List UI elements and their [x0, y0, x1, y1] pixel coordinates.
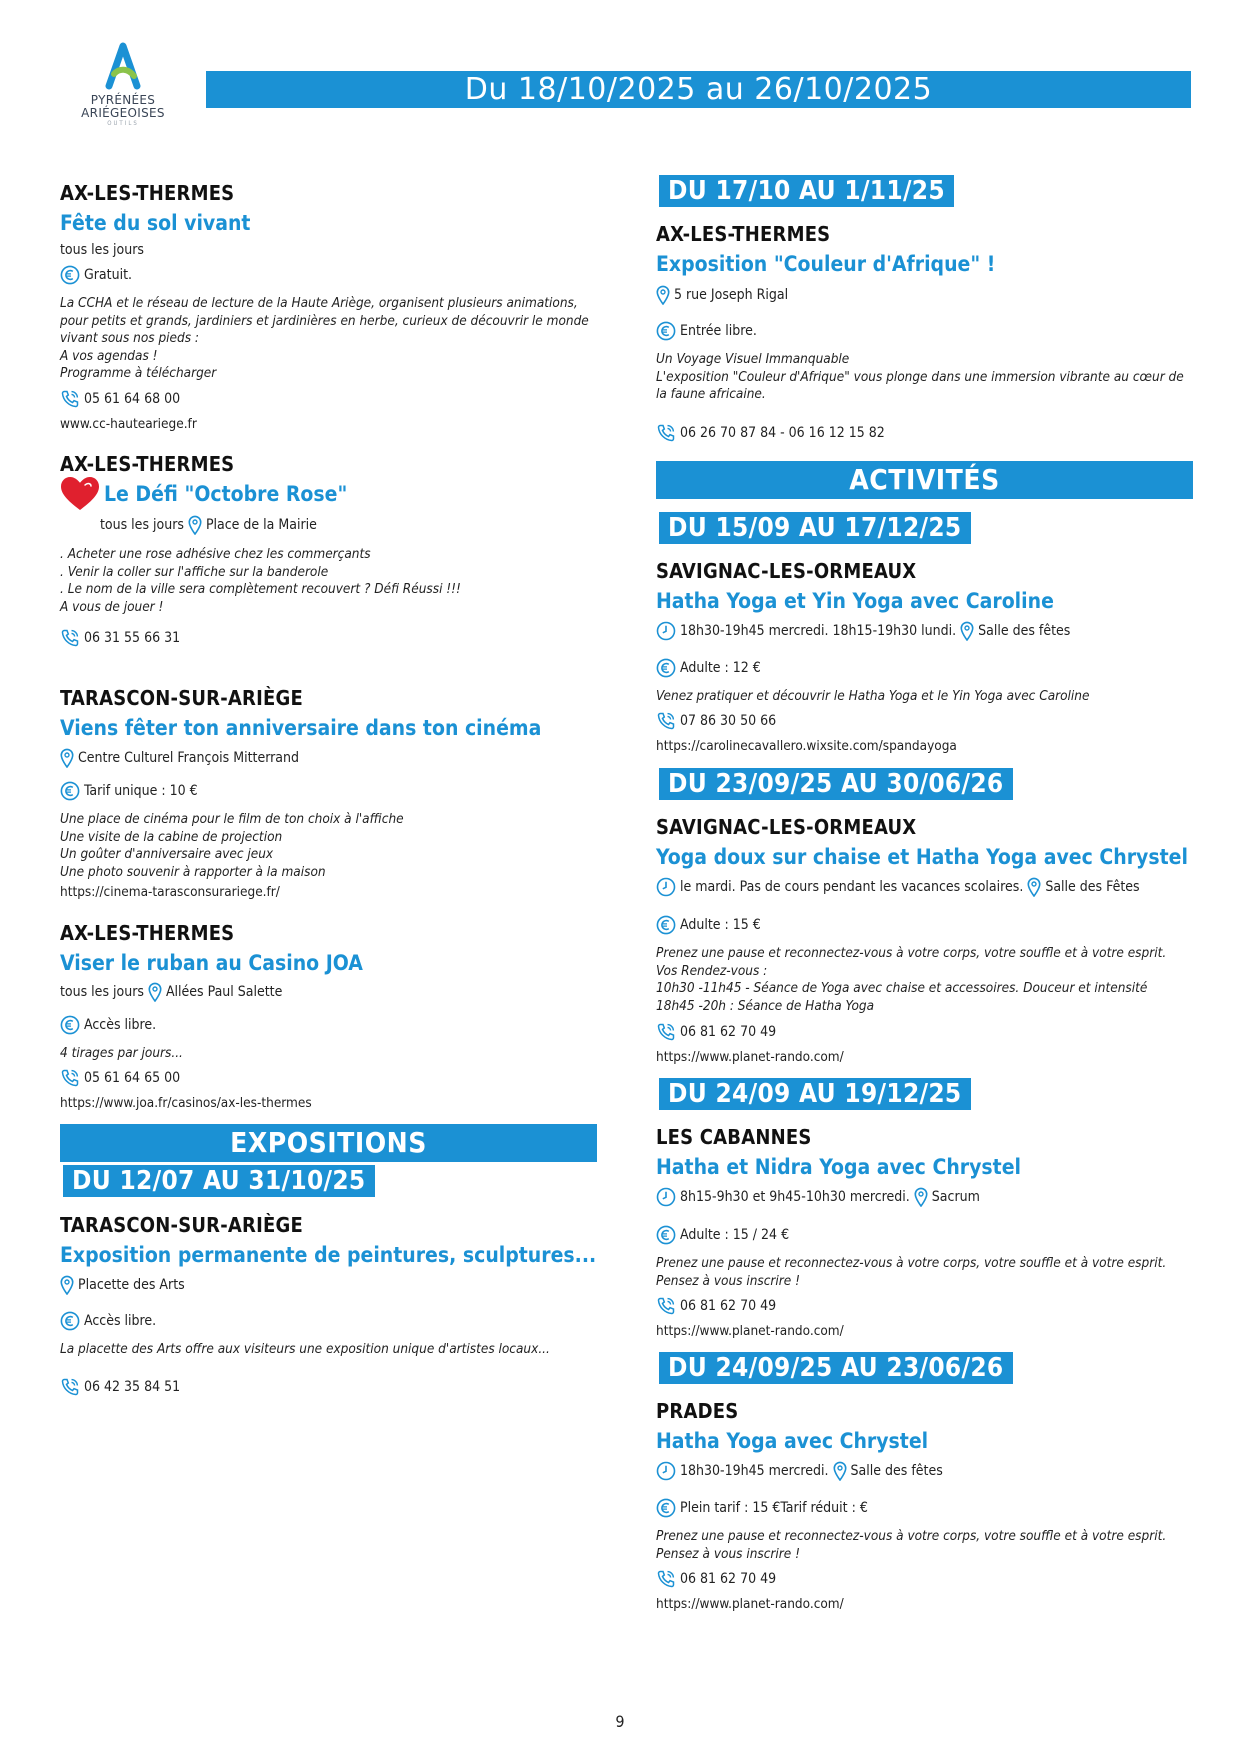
phone-icon: [60, 389, 80, 409]
logo-mark-icon: [103, 40, 143, 90]
event-town: AX-LES-THERMES: [60, 181, 235, 205]
clock-icon: [656, 621, 676, 641]
place-text: Salle des fêtes: [978, 623, 1071, 639]
phone-text[interactable]: 06 81 62 70 49: [680, 1024, 777, 1040]
euro-icon: [60, 1015, 80, 1035]
event-title[interactable]: Fête du sol vivant: [60, 211, 251, 235]
phone-icon: [656, 1569, 676, 1589]
time-text: le mardi. Pas de cours pendant les vacances scolaires.: [680, 879, 1024, 895]
phone-icon: [60, 628, 80, 648]
event-title[interactable]: Le Défi "Octobre Rose": [104, 482, 348, 506]
price-text: Accès libre.: [84, 1313, 157, 1329]
event-title[interactable]: Exposition permanente de peintures, sculptures...: [60, 1243, 597, 1267]
date-range-label: DU 15/09 AU 17/12/25: [659, 512, 971, 544]
place-text: Centre Culturel François Mitterrand: [78, 750, 299, 766]
event-time-place: [656, 1461, 943, 1481]
time-text: 18h30-19h45 mercredi. 18h15-19h30 lundi.: [680, 623, 957, 639]
event-url[interactable]: https://cinema-tarasconsurariege.fr/: [60, 884, 280, 900]
clock-icon: [656, 877, 676, 897]
location-pin-icon: [148, 982, 162, 1002]
brand-logo: [68, 40, 178, 127]
phone-icon: [60, 1377, 80, 1397]
euro-icon: [656, 321, 676, 341]
event-price: [656, 321, 757, 341]
price-text: Accès libre.: [84, 1017, 157, 1033]
page-number: 9: [615, 1712, 625, 1731]
event-place: [656, 285, 788, 305]
event-phone: [60, 1377, 180, 1397]
phone-icon: [656, 711, 676, 731]
logo-tagline: OUTILS: [107, 120, 139, 127]
event-description: Prenez une pause et reconnectez-vous à votre corps, votre souffle et à votre esprit. Pensez à vous inscrire !: [656, 1255, 1167, 1289]
event-town: AX-LES-THERMES: [60, 452, 235, 476]
location-pin-icon: [833, 1461, 847, 1481]
euro-icon: [656, 915, 676, 935]
location-pin-icon: [60, 748, 74, 768]
heart-icon: [60, 476, 100, 512]
date-range-label: DU 24/09 AU 19/12/25: [659, 1078, 971, 1110]
event-place: [60, 748, 299, 768]
event-town: TARASCON-SUR-ARIÈGE: [60, 686, 303, 710]
place-text: Salle des Fêtes: [1045, 879, 1140, 895]
event-title[interactable]: Viens fêter ton anniversaire dans ton cinéma: [60, 716, 542, 740]
place-text: Place de la Mairie: [205, 517, 317, 533]
price-text: Entrée libre.: [680, 323, 757, 339]
event-town: SAVIGNAC-LES-ORMEAUX: [656, 815, 917, 839]
event-title[interactable]: Yoga doux sur chaise et Hatha Yoga avec Chrystel: [656, 845, 1188, 869]
event-url[interactable]: https://www.planet-rando.com/: [656, 1323, 844, 1339]
event-description: Prenez une pause et reconnectez-vous à votre corps, votre souffle et à votre esprit. Vos Rendez-vous : 10h30 -11h45 - Séance de Yoga avec chaise et accessoires. Douceur et intensité 18h45 -20h : Séance de Hatha Yoga: [656, 945, 1167, 1014]
phone-text[interactable]: 06 26 70 87 84 - 06 16 12 15 82: [680, 425, 885, 441]
place-text: 5 rue Joseph Rigal: [674, 287, 789, 303]
event-time-place: [656, 1187, 980, 1207]
phone-text[interactable]: 07 86 30 50 66: [680, 713, 777, 729]
location-pin-icon: [188, 515, 202, 535]
time-text: 18h30-19h45 mercredi.: [680, 1463, 829, 1479]
phone-text[interactable]: 06 31 55 66 31: [84, 630, 181, 646]
event-phone: [656, 711, 776, 731]
event-description: Venez pratiquer et découvrir le Hatha Yoga et le Yin Yoga avec Caroline: [656, 688, 1090, 704]
event-url[interactable]: https://www.planet-rando.com/: [656, 1596, 844, 1612]
price-text: Gratuit.: [84, 267, 133, 283]
event-price: [656, 1225, 789, 1245]
logo-line-1: PYRÉNÉES: [90, 93, 156, 107]
event-description: La CCHA et le réseau de lecture de la Haute Ariège, organisent plusieurs animations, pour petits et grands, jardiniers et jardinières en herbe, curieux de découvrir le monde vivant sous nos pieds : A vos agendas ! Programme à télécharger: [60, 295, 589, 381]
euro-icon: [656, 1498, 676, 1518]
event-description: 4 tirages par jours...: [60, 1045, 183, 1061]
event-url[interactable]: https://carolinecavallero.wixsite.com/spandayoga: [656, 738, 957, 754]
event-town: TARASCON-SUR-ARIÈGE: [60, 1213, 303, 1237]
phone-icon: [60, 1068, 80, 1088]
date-range-label: DU 12/07 AU 31/10/25: [63, 1165, 375, 1197]
phone-icon: [656, 423, 676, 443]
event-description: La placette des Arts offre aux visiteurs une exposition unique d'artistes locaux...: [60, 1341, 550, 1357]
event-phone: [656, 1022, 776, 1042]
event-when: tous les jours: [60, 242, 144, 258]
date-range-label: DU 23/09/25 AU 30/06/26: [659, 768, 1013, 800]
event-description: Prenez une pause et reconnectez-vous à votre corps, votre souffle et à votre esprit. Pensez à vous inscrire !: [656, 1528, 1167, 1562]
phone-text[interactable]: 06 81 62 70 49: [680, 1298, 777, 1314]
price-text: Adulte : 12 €: [680, 660, 761, 676]
event-place: [60, 1275, 185, 1295]
event-time-place: [656, 877, 1140, 897]
phone-text[interactable]: 05 61 64 68 00: [84, 391, 181, 407]
event-price: [60, 781, 198, 801]
phone-text[interactable]: 06 81 62 70 49: [680, 1571, 777, 1587]
event-phone: [656, 423, 885, 443]
event-town: AX-LES-THERMES: [60, 921, 235, 945]
event-title[interactable]: Hatha Yoga avec Chrystel: [656, 1429, 929, 1453]
euro-icon: [656, 1225, 676, 1245]
phone-text[interactable]: 06 42 35 84 51: [84, 1379, 181, 1395]
location-pin-icon: [656, 285, 670, 305]
event-url[interactable]: https://www.planet-rando.com/: [656, 1049, 844, 1065]
event-price: [656, 915, 761, 935]
price-text: Plein tarif : 15 €Tarif réduit : €: [680, 1500, 868, 1516]
phone-icon: [656, 1296, 676, 1316]
place-text: Placette des Arts: [78, 1277, 185, 1293]
price-text: Adulte : 15 / 24 €: [680, 1227, 790, 1243]
phone-text[interactable]: 05 61 64 65 00: [84, 1070, 181, 1086]
price-text: Adulte : 15 €: [680, 917, 761, 933]
event-description: . Acheter une rose adhésive chez les commerçants . Venir la coller sur l'affiche sur la banderole . Le nom de la ville sera complètement recouvert ? Défi Réussi !!! A vous de jouer !: [60, 546, 461, 615]
place-text: Sacrum: [931, 1189, 980, 1205]
event-price: [60, 265, 132, 285]
euro-icon: [60, 265, 80, 285]
location-pin-icon: [1027, 877, 1041, 897]
date-range-label: DU 24/09/25 AU 23/06/26: [659, 1352, 1013, 1384]
event-title[interactable]: Hatha Yoga et Yin Yoga avec Caroline: [656, 589, 1054, 613]
when-text: tous les jours: [60, 984, 144, 1000]
when-text: tous les jours: [100, 517, 184, 533]
event-town: LES CABANNES: [656, 1125, 812, 1149]
euro-icon: [656, 658, 676, 678]
event-price: [60, 1311, 156, 1331]
section-expositions: EXPOSITIONS: [60, 1124, 597, 1162]
event-phone: [60, 628, 180, 648]
event-title[interactable]: Exposition "Couleur d'Afrique" !: [656, 252, 996, 276]
date-range-label: DU 17/10 AU 1/11/25: [659, 175, 954, 207]
clock-icon: [656, 1187, 676, 1207]
logo-line-2: ARIÉGEOISES: [81, 106, 165, 120]
event-price: [656, 658, 761, 678]
location-pin-icon: [914, 1187, 928, 1207]
event-url[interactable]: https://www.joa.fr/casinos/ax-les-thermes: [60, 1095, 312, 1111]
event-town: SAVIGNAC-LES-ORMEAUX: [656, 559, 917, 583]
event-town: PRADES: [656, 1399, 739, 1423]
location-pin-icon: [60, 1275, 74, 1295]
event-description: Un Voyage Visuel Immanquable L'exposition "Couleur d'Afrique" vous plonge dans une immersion vibrante au cœur de la faune africaine.: [656, 351, 1184, 402]
time-text: 8h15-9h30 et 9h45-10h30 mercredi.: [680, 1189, 910, 1205]
euro-icon: [60, 1311, 80, 1331]
event-title[interactable]: Hatha et Nidra Yoga avec Chrystel: [656, 1155, 1021, 1179]
location-pin-icon: [960, 621, 974, 641]
clock-icon: [656, 1461, 676, 1481]
event-phone: [656, 1296, 776, 1316]
event-time-place: [656, 621, 1070, 641]
event-url[interactable]: www.cc-hauteariege.fr: [60, 416, 197, 432]
event-description: Une place de cinéma pour le film de ton choix à l'affiche Une visite de la cabine de projection Un goûter d'anniversaire avec jeux Une photo souvenir à rapporter à la maison: [60, 811, 404, 880]
phone-icon: [656, 1022, 676, 1042]
place-text: Salle des fêtes: [850, 1463, 943, 1479]
event-when-place: [100, 515, 317, 535]
event-phone: [656, 1569, 776, 1589]
date-range-banner: Du 18/10/2025 au 26/10/2025: [206, 71, 1191, 108]
event-phone: [60, 389, 180, 409]
price-text: Tarif unique : 10 €: [84, 783, 198, 799]
section-activites: ACTIVITÉS: [656, 461, 1193, 499]
event-title[interactable]: Viser le ruban au Casino JOA: [60, 951, 363, 975]
event-price: [60, 1015, 156, 1035]
event-town: AX-LES-THERMES: [656, 222, 831, 246]
event-when-place: [60, 982, 282, 1002]
place-text: Allées Paul Salette: [165, 984, 283, 1000]
event-price: [656, 1498, 868, 1518]
event-phone: [60, 1068, 180, 1088]
euro-icon: [60, 781, 80, 801]
